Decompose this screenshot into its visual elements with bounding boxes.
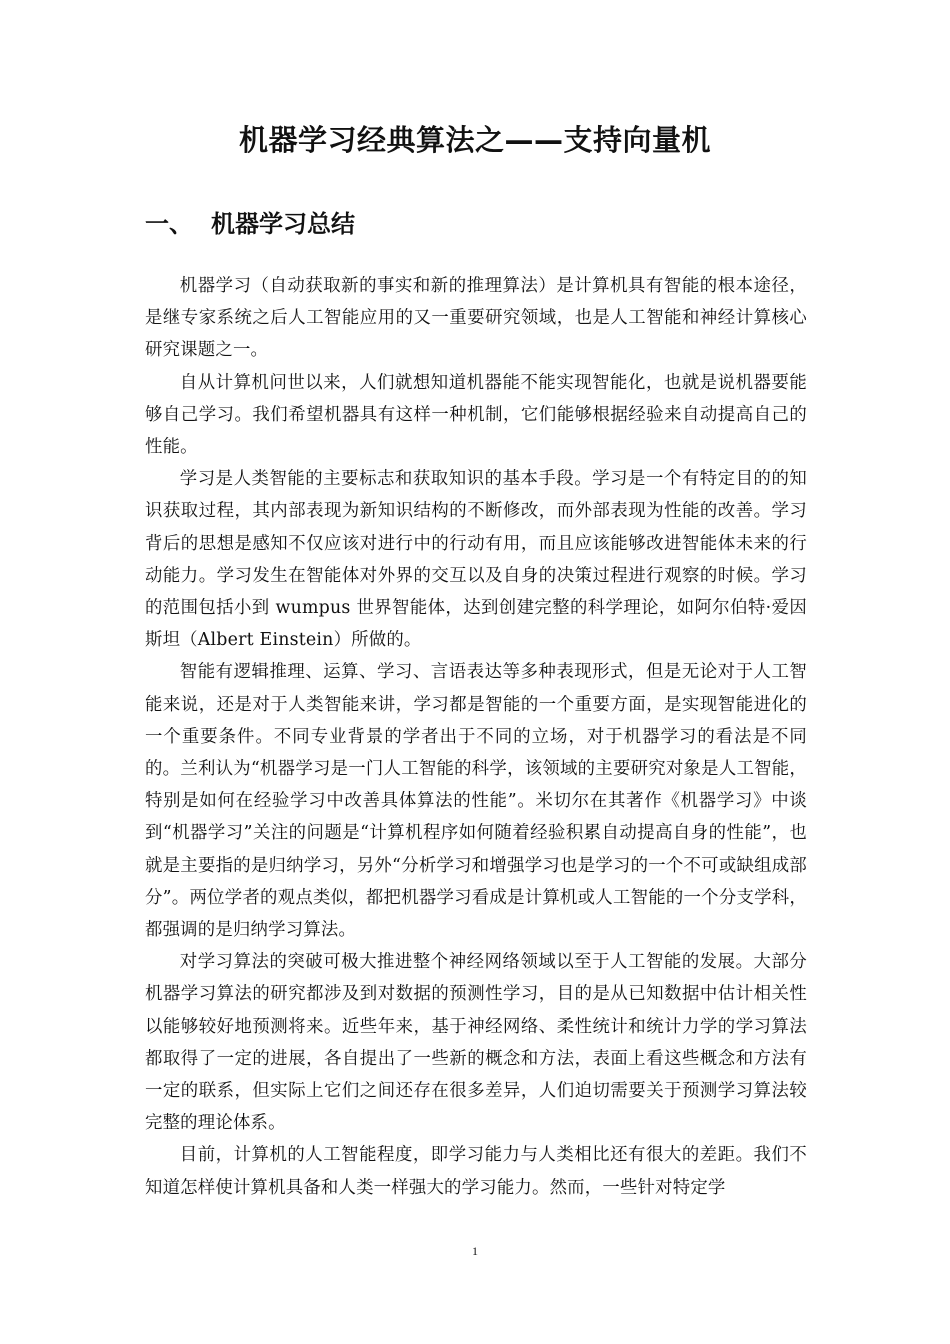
- section-title: 机器学习总结: [211, 210, 355, 238]
- paragraph: 目前，计算机的人工智能程度，即学习能力与人类相比还有很大的差距。我们不知道怎样使计算机具备和人类一样强大的学习能力。然而，一些针对特定学: [145, 1145, 807, 1198]
- section-number: 一、: [145, 210, 193, 238]
- paragraph: 学习是人类智能的主要标志和获取知识的基本手段。学习是一个有特定目的的知识获取过程，其内部表现为新知识结构的不断修改，而外部表现为性能的改善。学习背后的思想是感知不仅应该对进行中的行动有用，而且应该能够改进智能体未来的行动能力。学习发生在智能体对外界的交互以及自身的决策过程进行观察的时候。学习的范围包括小到 wumpus 世界智能体，达到创建完整的科学理论，如阿尔伯特·爱因斯坦（Albert Einstein）所做的。: [145, 469, 807, 651]
- body-text: [145, 270, 807, 1204]
- paragraph: 智能有逻辑推理、运算、学习、言语表达等多种表现形式，但是无论对于人工智能来说，还是对于人类智能来讲，学习都是智能的一个重要方面，是实现智能进化的一个重要条件。不同专业背景的学者出于不同的立场，对于机器学习的看法是不同的。兰利认为“机器学习是一门人工智能的科学，该领域的主要研究对象是人工智能，特别是如何在经验学习中改善具体算法的性能”。米切尔在其著作《机器学习》中谈到“机器学习”关注的问题是“计算机程序如何随着经验积累自动提高自身的性能”，也就是主要指的是归纳学习，另外“分析学习和增强学习也是学习的一个不可或缺组成部分”。两位学者的观点类似，都把机器学习看成是计算机或人工智能的一个分支学科，都强调的是归纳学习算法。: [145, 662, 807, 941]
- page-number: 1: [472, 1244, 478, 1258]
- paragraph: 机器学习（自动获取新的事实和新的推理算法）是计算机具有智能的根本途径，是继专家系统之后人工智能应用的又一重要研究领域，也是人工智能和神经计算核心研究课题之一。: [145, 276, 807, 361]
- paragraph: 对学习算法的突破可极大推进整个神经网络领域以至于人工智能的发展。大部分机器学习算法的研究都涉及到对数据的预测性学习，目的是从已知数据中估计相关性以能够较好地预测将来。近些年来，基于神经网络、柔性统计和统计力学的学习算法都取得了一定的进展，各自提出了一些新的概念和方法，表面上看这些概念和方法有一定的联系，但实际上它们之间还存在很多差异，人们迫切需要关于预测学习算法较完整的理论体系。: [145, 952, 807, 1134]
- page-title: 机器学习经典算法之——支持向量机: [238, 123, 711, 157]
- section-heading: [145, 204, 355, 244]
- paragraph: 自从计算机问世以来，人们就想知道机器能不能实现智能化，也就是说机器要能够自己学习。我们希望机器具有这样一种机制，它们能够根据经验来自动提高自己的性能。: [145, 372, 807, 458]
